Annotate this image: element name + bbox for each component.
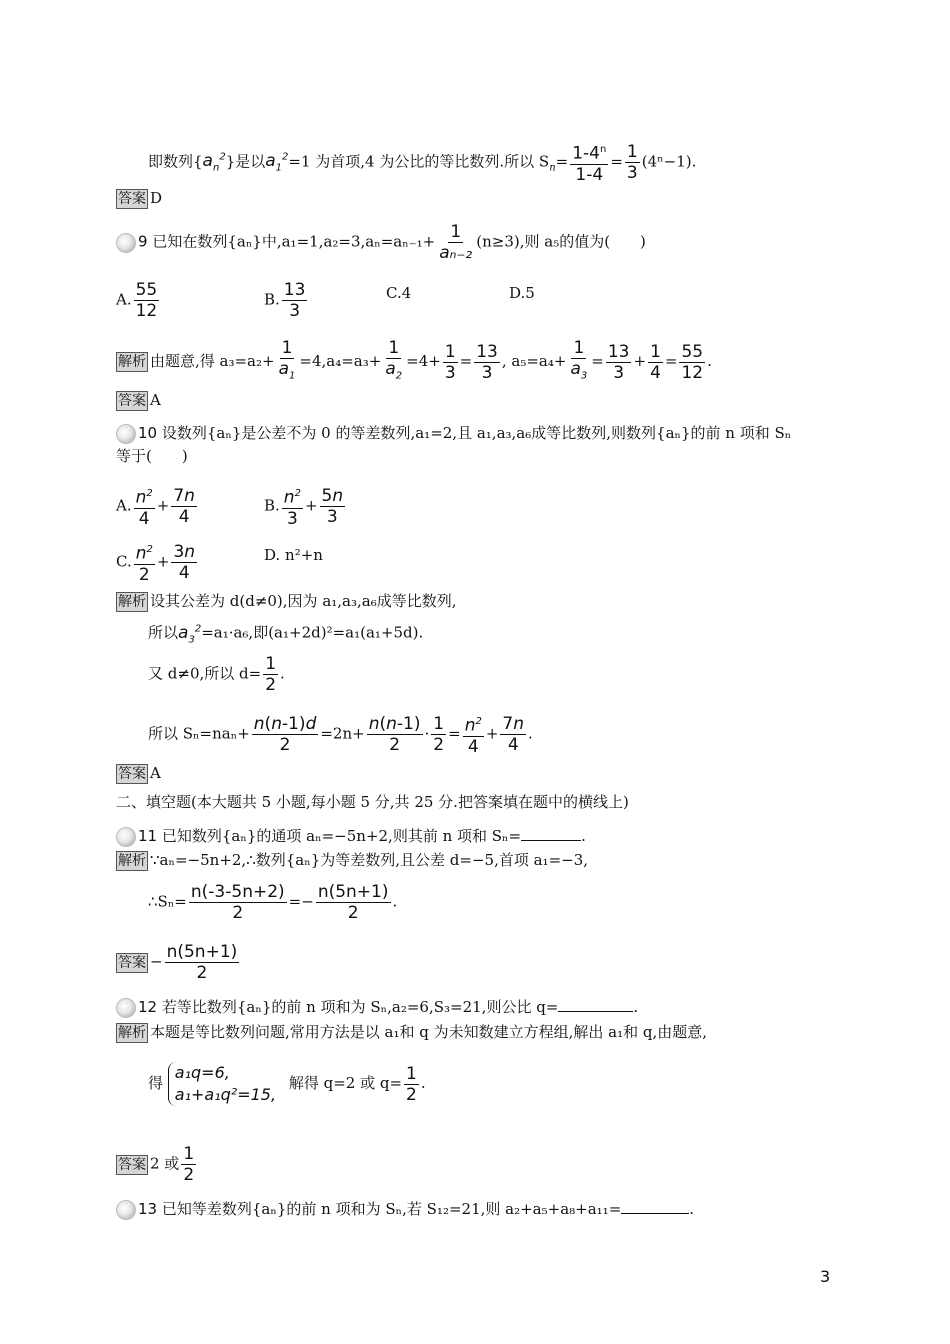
page-number: 3 (820, 1267, 831, 1286)
q10-option-b: B. $\frac{n^2}{3}$ + $\frac{5n}{3}$ (264, 485, 344, 529)
q12-analysis-2: 得 a₁q=6, a₁+a₁q²=15, 解得 q=2 或 q= $\frac{1}{2}$ . (148, 1063, 426, 1105)
q10-analysis-1: 解析 设其公差为 d(d≠0),因为 a₁,a₃,a₆成等比数列, (118, 592, 457, 610)
section-2-heading: 二、填空题(本大题共 5 小题,每小题 5 分,共 25 分.把答案填在题中的横线上) (116, 793, 629, 811)
q10-option-c: C. $\frac{n^2}{2}$ + $\frac{3n}{4}$ (116, 541, 196, 585)
answer-q11: 答案 − $\frac{n(5n+1)}{2}$ (118, 942, 238, 983)
answer-q8 (116, 187, 162, 209)
question-bullet-icon (116, 827, 136, 847)
intro-frac2: $\frac{1}{3}$ (626, 141, 638, 183)
question-bullet-icon (116, 998, 136, 1018)
intro-a12: $a_1^2$ (265, 151, 289, 174)
question-10: 10 设数列{aₙ}是公差不为 0 的等差数列,a₁=2,且 a₁,a₃,a₆成等比数列,则数列{aₙ}的前 n 项和 Sₙ (116, 422, 791, 444)
intro-line: 即数列$\{a_n^2\}$是以$a_1^2=1$ 为首项,4 为公比的等比数列.所以 $S_n=$ $\frac{1-4^n}{1-4}$ = $\frac{1}{3}$ (4ⁿ−1). (148, 141, 697, 185)
q9-option-b: B. $\frac{13}{3}$ (264, 280, 306, 321)
question-bullet-icon (116, 1200, 136, 1220)
answer-q10: 答案 A (118, 764, 161, 782)
equation-system: a₁q=6, a₁+a₁q²=15, (168, 1062, 276, 1106)
q10-option-a: A. $\frac{n^2}{4}$ + $\frac{7n}{4}$ (116, 485, 195, 529)
question-9 (116, 222, 646, 263)
answer-q12: 答案 2 或 $\frac{1}{2}$ (118, 1144, 195, 1185)
intro-frac1: $\frac{1-4^n}{1-4}$ (570, 140, 608, 185)
question-10-line2: 等于( ) (116, 447, 188, 465)
q9-stem-b: (n≥3),则 a₅的值为( ) (476, 232, 646, 251)
intro-text-c: =1 为首项,4 为公比的等比数列.所以 S (288, 152, 550, 171)
answer-blank[interactable] (621, 1199, 689, 1214)
question-bullet-icon (116, 424, 136, 444)
answer-q9: 答案 A (118, 391, 161, 409)
question-bullet-icon (116, 233, 136, 253)
q9-stem-a: 已知在数列{aₙ}中,a₁=1,a₂=3,aₙ=aₙ₋₁+ (152, 232, 436, 251)
answer-tag: 答案 (118, 191, 146, 207)
q9-option-d: D.5 (509, 284, 535, 302)
q11-analysis-1: 解析 ∵aₙ=−5n+2,∴数列{aₙ}为等差数列,且公差 d=−5,首项 a₁=−3, (118, 851, 589, 869)
question-number: 9 (138, 232, 148, 251)
q9-analysis: 解析 由题意,得 a₃=a₂+ $\frac{1}{a_1}$ =4,a₄=a₃+ $\frac{1}{a_2}$ =4+ $\frac{1}{3}$ = $\frac{13}{3}$ , a₅=a₄+ $\frac{1}{a_3}$ = $\frac{13}{3}$ + $\frac{1}{4}$ = $\frac{55}{12}$ . (118, 338, 712, 383)
intro-an2: $a_n^2$ (202, 151, 226, 174)
question-13: 13 已知等差数列{aₙ}的前 n 项和为 Sₙ,若 S₁₂=21,则 a₂+a₅+a₈+a₁₁= . (116, 1198, 694, 1220)
q10-option-d: D. n²+n (264, 546, 323, 564)
analysis-tag: 解析 (118, 354, 146, 371)
question-11: 11 已知数列{aₙ}的通项 aₙ=−5n+2,则其前 n 项和 Sₙ= . (116, 825, 586, 847)
q11-analysis-2: ∴Sₙ= $\frac{n(-3-5n+2)}{2}$ =− $\frac{n(5n+1)}{2}$ . (148, 882, 398, 923)
intro-text-b: }是以 (225, 152, 266, 171)
q9-frac: $\frac{1}{\text{aₙ₋₂}}$ (439, 222, 473, 263)
q10-analysis-4: 所以 Sₙ=naₙ+ $\frac{n(n-1)d}{2}$ =2n+ $\frac{n(n-1)}{2}$ · $\frac{1}{2}$ = $\frac{n^2}{4}$ + $\frac{7n}{4}$ . (148, 713, 533, 757)
question-12: 12 若等比数列{aₙ}的前 n 项和为 Sₙ,a₂=6,S₃=21,则公比 q= . (116, 996, 638, 1018)
answer-value: D (150, 189, 163, 207)
answer-blank[interactable] (558, 997, 633, 1012)
intro-text-a: 即数列{ (148, 152, 203, 171)
q10-analysis-2: 所以$a_3^2=a_1\cdot a_6$,即(a₁+2d)²=a₁(a₁+5d). (148, 622, 424, 646)
q12-analysis-1: 解析 本题是等比数列问题,常用方法是以 a₁和 q 为未知数建立方程组,解出 a₁和 q,由题意, (118, 1023, 708, 1041)
intro-tail: (4ⁿ−1). (641, 152, 697, 171)
q9-option-c: C.4 (386, 284, 412, 302)
q10-analysis-3: 又 d≠0,所以 d= $\frac{1}{2}$ . (148, 654, 285, 695)
answer-blank[interactable] (521, 826, 581, 841)
q9-option-a: A. $\frac{55}{12}$ (116, 280, 158, 321)
